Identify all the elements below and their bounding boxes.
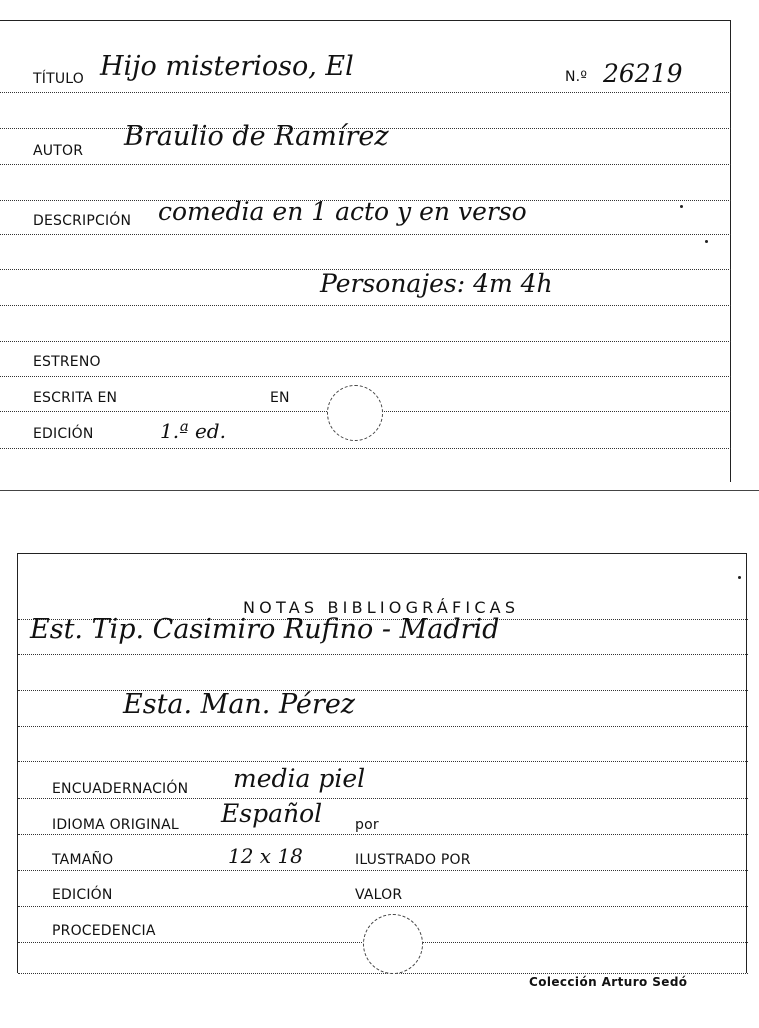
ruled-line: [18, 761, 748, 762]
descripcion-value: comedia en 1 acto y en verso: [158, 197, 527, 226]
cut-line: [0, 490, 759, 491]
ruled-line: [18, 726, 748, 727]
ruled-line: [0, 341, 731, 342]
ruled-line: [0, 448, 731, 449]
nota-line-1: Est. Tip. Casimiro Rufino - Madrid: [30, 614, 500, 645]
idioma-label: IDIOMA ORIGINAL: [52, 817, 179, 833]
numero-value: 26219: [603, 59, 683, 88]
top-catalog-card: [0, 20, 731, 482]
ruled-line: [18, 834, 748, 835]
ruled-line: [18, 906, 748, 907]
descripcion-value-2: Personajes: 4m 4h: [320, 269, 553, 298]
ruled-line: [18, 654, 748, 655]
encuadernacion-value: media piel: [233, 764, 366, 793]
speck-mark: [680, 205, 683, 208]
bottom-catalog-card: [17, 553, 747, 973]
notas-title: NOTAS BIBLIOGRÁFICAS: [243, 598, 520, 617]
ruled-line: [18, 870, 748, 871]
procedencia-label: PROCEDENCIA: [52, 923, 156, 939]
por-label: por: [355, 817, 379, 833]
edicion-label-bottom: EDICIÓN: [52, 887, 113, 903]
collection-footer: Colección Arturo Sedó: [529, 975, 688, 989]
estreno-label: ESTRENO: [33, 354, 101, 370]
tamano-value: 12 x 18: [228, 844, 303, 868]
titulo-label: TÍTULO: [33, 71, 84, 87]
titulo-value: Hijo misterioso, El: [100, 51, 354, 82]
ilustrado-label: ILUSTRADO POR: [355, 852, 471, 868]
punch-hole: [327, 385, 383, 441]
ruled-line: [0, 234, 731, 235]
encuadernacion-label: ENCUADERNACIÓN: [52, 781, 189, 797]
ruled-line: [0, 92, 731, 93]
punch-hole: [363, 914, 423, 974]
edicion-value: 1.ª ed.: [160, 419, 226, 443]
valor-label: VALOR: [355, 887, 403, 903]
escrita-en-label: ESCRITA EN: [33, 390, 118, 406]
edicion-label: EDICIÓN: [33, 426, 94, 442]
ruled-line: [0, 305, 731, 306]
speck-mark: [705, 240, 708, 243]
descripcion-label: DESCRIPCIÓN: [33, 213, 132, 229]
ruled-line: [18, 973, 748, 974]
autor-value: Braulio de Ramírez: [124, 121, 389, 152]
ruled-line: [18, 798, 748, 799]
en-label: EN: [270, 390, 290, 406]
idioma-value: Español: [221, 799, 323, 828]
autor-label: AUTOR: [33, 143, 84, 159]
ruled-line: [0, 164, 731, 165]
speck-mark: [738, 576, 741, 579]
tamano-label: TAMAÑO: [52, 852, 114, 868]
numero-label: N.º: [565, 69, 588, 85]
ruled-line: [0, 376, 731, 377]
nota-line-2: Esta. Man. Pérez: [123, 689, 356, 720]
